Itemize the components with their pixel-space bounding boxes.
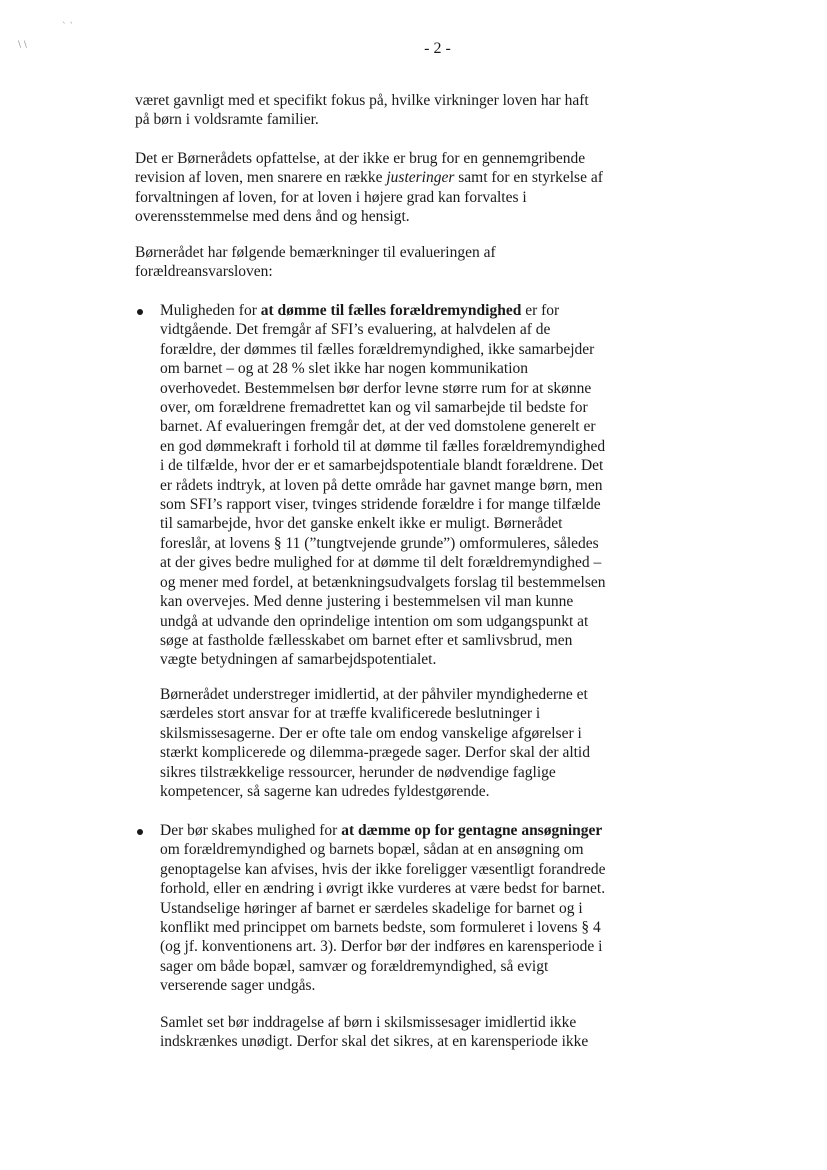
- text-line: foreslår, at lovens § 11 (”tungtvejende grunde”) omformuleres, således: [160, 534, 599, 552]
- text-segment: revision af loven, men snarere en række: [135, 169, 387, 187]
- text-line: indskrænkes unødigt. Derfor skal det sikres, at en karensperiode ikke: [160, 1033, 589, 1051]
- text-line-with-emphasis: [135, 168, 655, 187]
- text-line: en god dømmekraft i forhold til at dømme til fælles forældremyndighed: [160, 437, 606, 455]
- text-line: og mener med fordel, at betænkningsudvalgets forslag til bestemmelsen: [160, 573, 606, 591]
- text-line: Ustandselige høringer af barnet er særdeles skadelige for barnet og i: [160, 899, 583, 917]
- text-segment: er for: [521, 302, 560, 319]
- text-segment: Muligheden for: [160, 302, 261, 319]
- text-line: overensstemmelse med dens ånd og hensigt.: [135, 208, 410, 226]
- text-line: at der gives bedre mulighed for at dømme til delt forældremyndighed –: [160, 554, 602, 572]
- text-line: vidtgående. Det fremgår af SFI’s evaluering, at halvdelen af de: [160, 321, 551, 339]
- bullet-repeated-applications-followup: [160, 1013, 660, 1052]
- text-segment: samt for en styrkelse af: [454, 169, 603, 187]
- text-line: Børnerådet har følgende bemærkninger til evalueringen af: [135, 244, 496, 261]
- text-line: Børnerådet understreger imidlertid, at der påhviler myndighederne et: [160, 686, 588, 703]
- text-line: Det er Børnerådets opfattelse, at der ikke er brug for en gennemgribende: [135, 150, 586, 167]
- text-line: været gavnligt med et specifikt fokus på, hvilke virkninger loven har haft: [135, 92, 589, 109]
- bold-phrase: at dæmme op for gentagne ansøgninger: [341, 822, 603, 839]
- text-line: om forældremyndighed og barnets bopæl, sådan at en ansøgning om: [160, 841, 584, 859]
- text-line: særdeles stort ansvar for at træffe kvalificerede beslutninger i: [160, 705, 541, 723]
- text-line: undgå at udvande den oprindelige intention om som udgangspunkt at: [160, 612, 589, 630]
- paragraph-remarks-intro: [135, 243, 655, 282]
- text-line: er rådets indtryk, at loven på dette område har gavnet mange børn, men: [160, 476, 603, 494]
- scan-mark-top-left: \ \: [18, 40, 27, 50]
- text-line: til samarbejde, hvor det ganske enkelt ikke er muligt. Børnerådet: [160, 515, 563, 533]
- text-line: (og jf. konventionens art. 3). Derfor bør der indføres en karensperiode i: [160, 938, 603, 956]
- text-line: sager om både bopæl, samvær og forældremyndighed, så evigt: [160, 957, 549, 975]
- text-line: kan overvejes. Med denne justering i bestemmelsen vil man kunne: [160, 593, 574, 611]
- text-line: genoptagelse kan afvises, hvis der ikke foreligger væsentligt forandrede: [160, 860, 606, 878]
- text-line: søge at fastholde fællesskabet om barnet efter et samlivsbrud, men: [160, 631, 573, 649]
- text-line: konflikt med princippet om barnets bedste, som formuleret i lovens § 4: [160, 919, 601, 937]
- text-line: på børn i voldsramte familier.: [135, 111, 319, 129]
- text-line: vægte betydningen af samarbejdspotentialet.: [160, 651, 437, 669]
- paragraph-intro: [135, 91, 655, 130]
- text-line: over, om forældrene fremadrettet kan og vil samarbejde til bedste for: [160, 399, 588, 417]
- text-line: barnet. Af evalueringen fremgår det, at der ved domstolene generelt er: [160, 418, 596, 436]
- scan-mark-top: ` `: [62, 22, 74, 32]
- text-line: sikres tilstrækkelige ressourcer, herunder de nødvendige faglige: [160, 763, 556, 781]
- bullet-repeated-applications: [160, 821, 660, 996]
- bullet-dot: [137, 829, 143, 835]
- bullet-first-line: [160, 821, 660, 840]
- text-line: skilsmissesagerne. Der er ofte tale om endog vanskelige afgørelser i: [160, 724, 582, 742]
- text-line: som SFI’s rapport viser, tvinges stridende forældre i for mange tilfælde: [160, 496, 601, 514]
- text-segment: Der bør skabes mulighed for: [160, 822, 342, 839]
- text-line: Samlet set bør inddragelse af børn i skilsmissesager imidlertid ikke: [160, 1014, 577, 1031]
- text-line: forhold, eller en ændring i øvrigt ikke vurderes at være bedst for barnet.: [160, 880, 606, 898]
- paragraph-opinion: [135, 149, 655, 227]
- text-line: i de tilfælde, hvor der er et samarbejdspotentiale blandt forældrene. Det: [160, 457, 604, 475]
- text-line: om barnet – og at 28 % slet ikke har nogen kommunikation: [160, 360, 529, 378]
- text-line: kompetencer, så sagerne kan udredes fyldestgørende.: [160, 783, 490, 801]
- text-line: stærkt komplicerede og dilemma-prægede sager. Derfor skal der altid: [160, 744, 590, 762]
- text-line: forældreansvarsloven:: [135, 263, 273, 281]
- bullet-dot: [137, 309, 143, 315]
- bold-phrase: at dømme til fælles forældremyndighed: [260, 302, 522, 319]
- bullet-joint-custody-followup: [160, 685, 660, 801]
- bullet-first-line: [160, 301, 660, 320]
- bullet-joint-custody: [160, 301, 660, 670]
- page-number: - 2 -: [424, 40, 451, 57]
- text-line: forældre, der dømmes til fælles forældremyndighed, ikke samarbejder: [160, 340, 595, 358]
- emphasized-word: justeringer: [386, 169, 455, 187]
- text-line: verserende sager undgås.: [160, 977, 316, 995]
- text-line: overhovedet. Bestemmelsen bør derfor levne større rum for at skønne: [160, 379, 592, 397]
- text-line: forvaltningen af loven, for at loven i højere grad kan forvaltes i: [135, 188, 527, 206]
